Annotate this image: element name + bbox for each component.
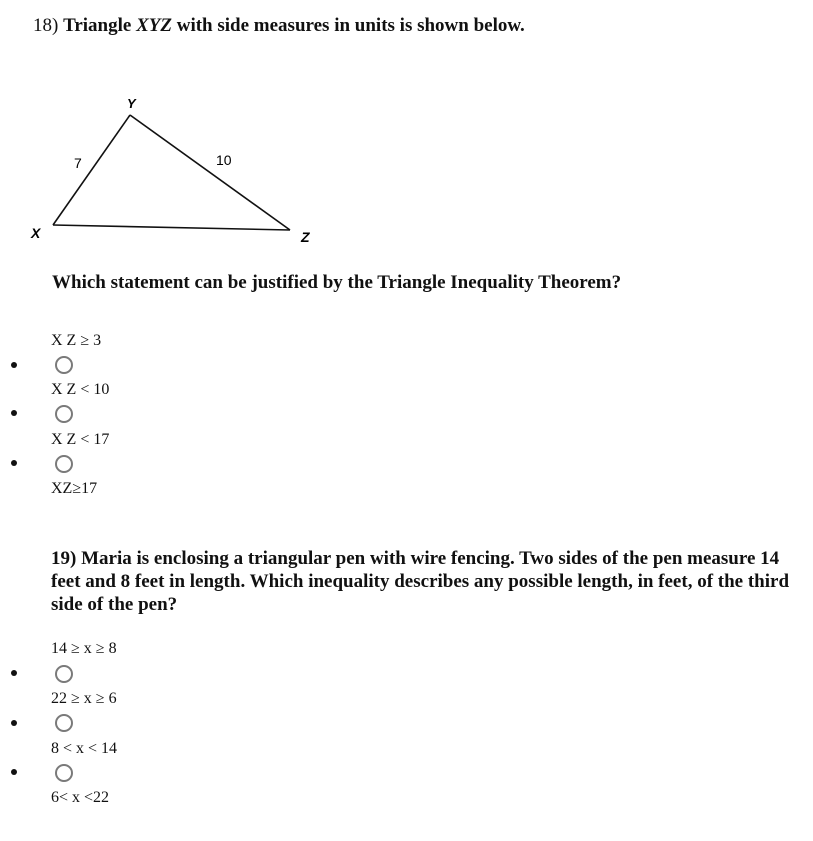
side-yz-label: 10 <box>216 152 232 168</box>
bullet <box>11 670 17 676</box>
side-xz-line <box>53 225 290 230</box>
q19-option-radio-3[interactable] <box>55 764 73 782</box>
q18-option-radio-1[interactable] <box>55 356 73 374</box>
q18-option-label-4: XZ≥17 <box>51 480 98 497</box>
vertex-z-label: Z <box>301 229 310 245</box>
question-19-text: 19) Maria is enclosing a triangular pen with wire fencing. Two sides of the pen measure 14 feet and 8 feet in length. Which inequality describes any possible length, in feet, of the third side of the pen? <box>51 548 790 615</box>
vertex-y-label: Y <box>127 96 136 111</box>
title-lead: Triangle <box>63 15 137 36</box>
bullet <box>11 362 17 368</box>
q18-option-label-2: X Z < 10 <box>51 381 110 398</box>
question-18-prompt: Which statement can be justified by the Triangle Inequality Theorem? <box>52 272 622 293</box>
q18-option-radio-3[interactable] <box>55 455 73 473</box>
question-18-title <box>33 15 525 37</box>
bullet <box>11 460 17 466</box>
question-number: 18) <box>33 15 59 36</box>
q19-option-label-2: 22 ≥ x ≥ 6 <box>51 690 117 707</box>
q18-option-label-3: X Z < 17 <box>51 431 110 448</box>
title-tail: with side measures in units is shown below. <box>171 15 525 36</box>
q18-option-radio-2[interactable] <box>55 405 73 423</box>
vertex-x-label: X <box>31 225 41 241</box>
bullet <box>11 410 17 416</box>
q18-option-label-1: X Z ≥ 3 <box>51 332 102 349</box>
side-yz-line <box>130 115 290 230</box>
title-variable: XYZ <box>136 15 172 36</box>
q19-option-label-3: 8 < x < 14 <box>51 740 118 757</box>
triangle-figure <box>0 80 340 250</box>
side-xy-line <box>53 115 130 225</box>
q19-option-radio-1[interactable] <box>55 665 73 683</box>
side-xy-label: 7 <box>74 155 82 171</box>
q19-option-radio-2[interactable] <box>55 714 73 732</box>
bullet <box>11 720 17 726</box>
bullet <box>11 769 17 775</box>
q19-option-label-4: 6< x <22 <box>51 789 110 806</box>
q19-option-label-1: 14 ≥ x ≥ 8 <box>51 640 117 657</box>
